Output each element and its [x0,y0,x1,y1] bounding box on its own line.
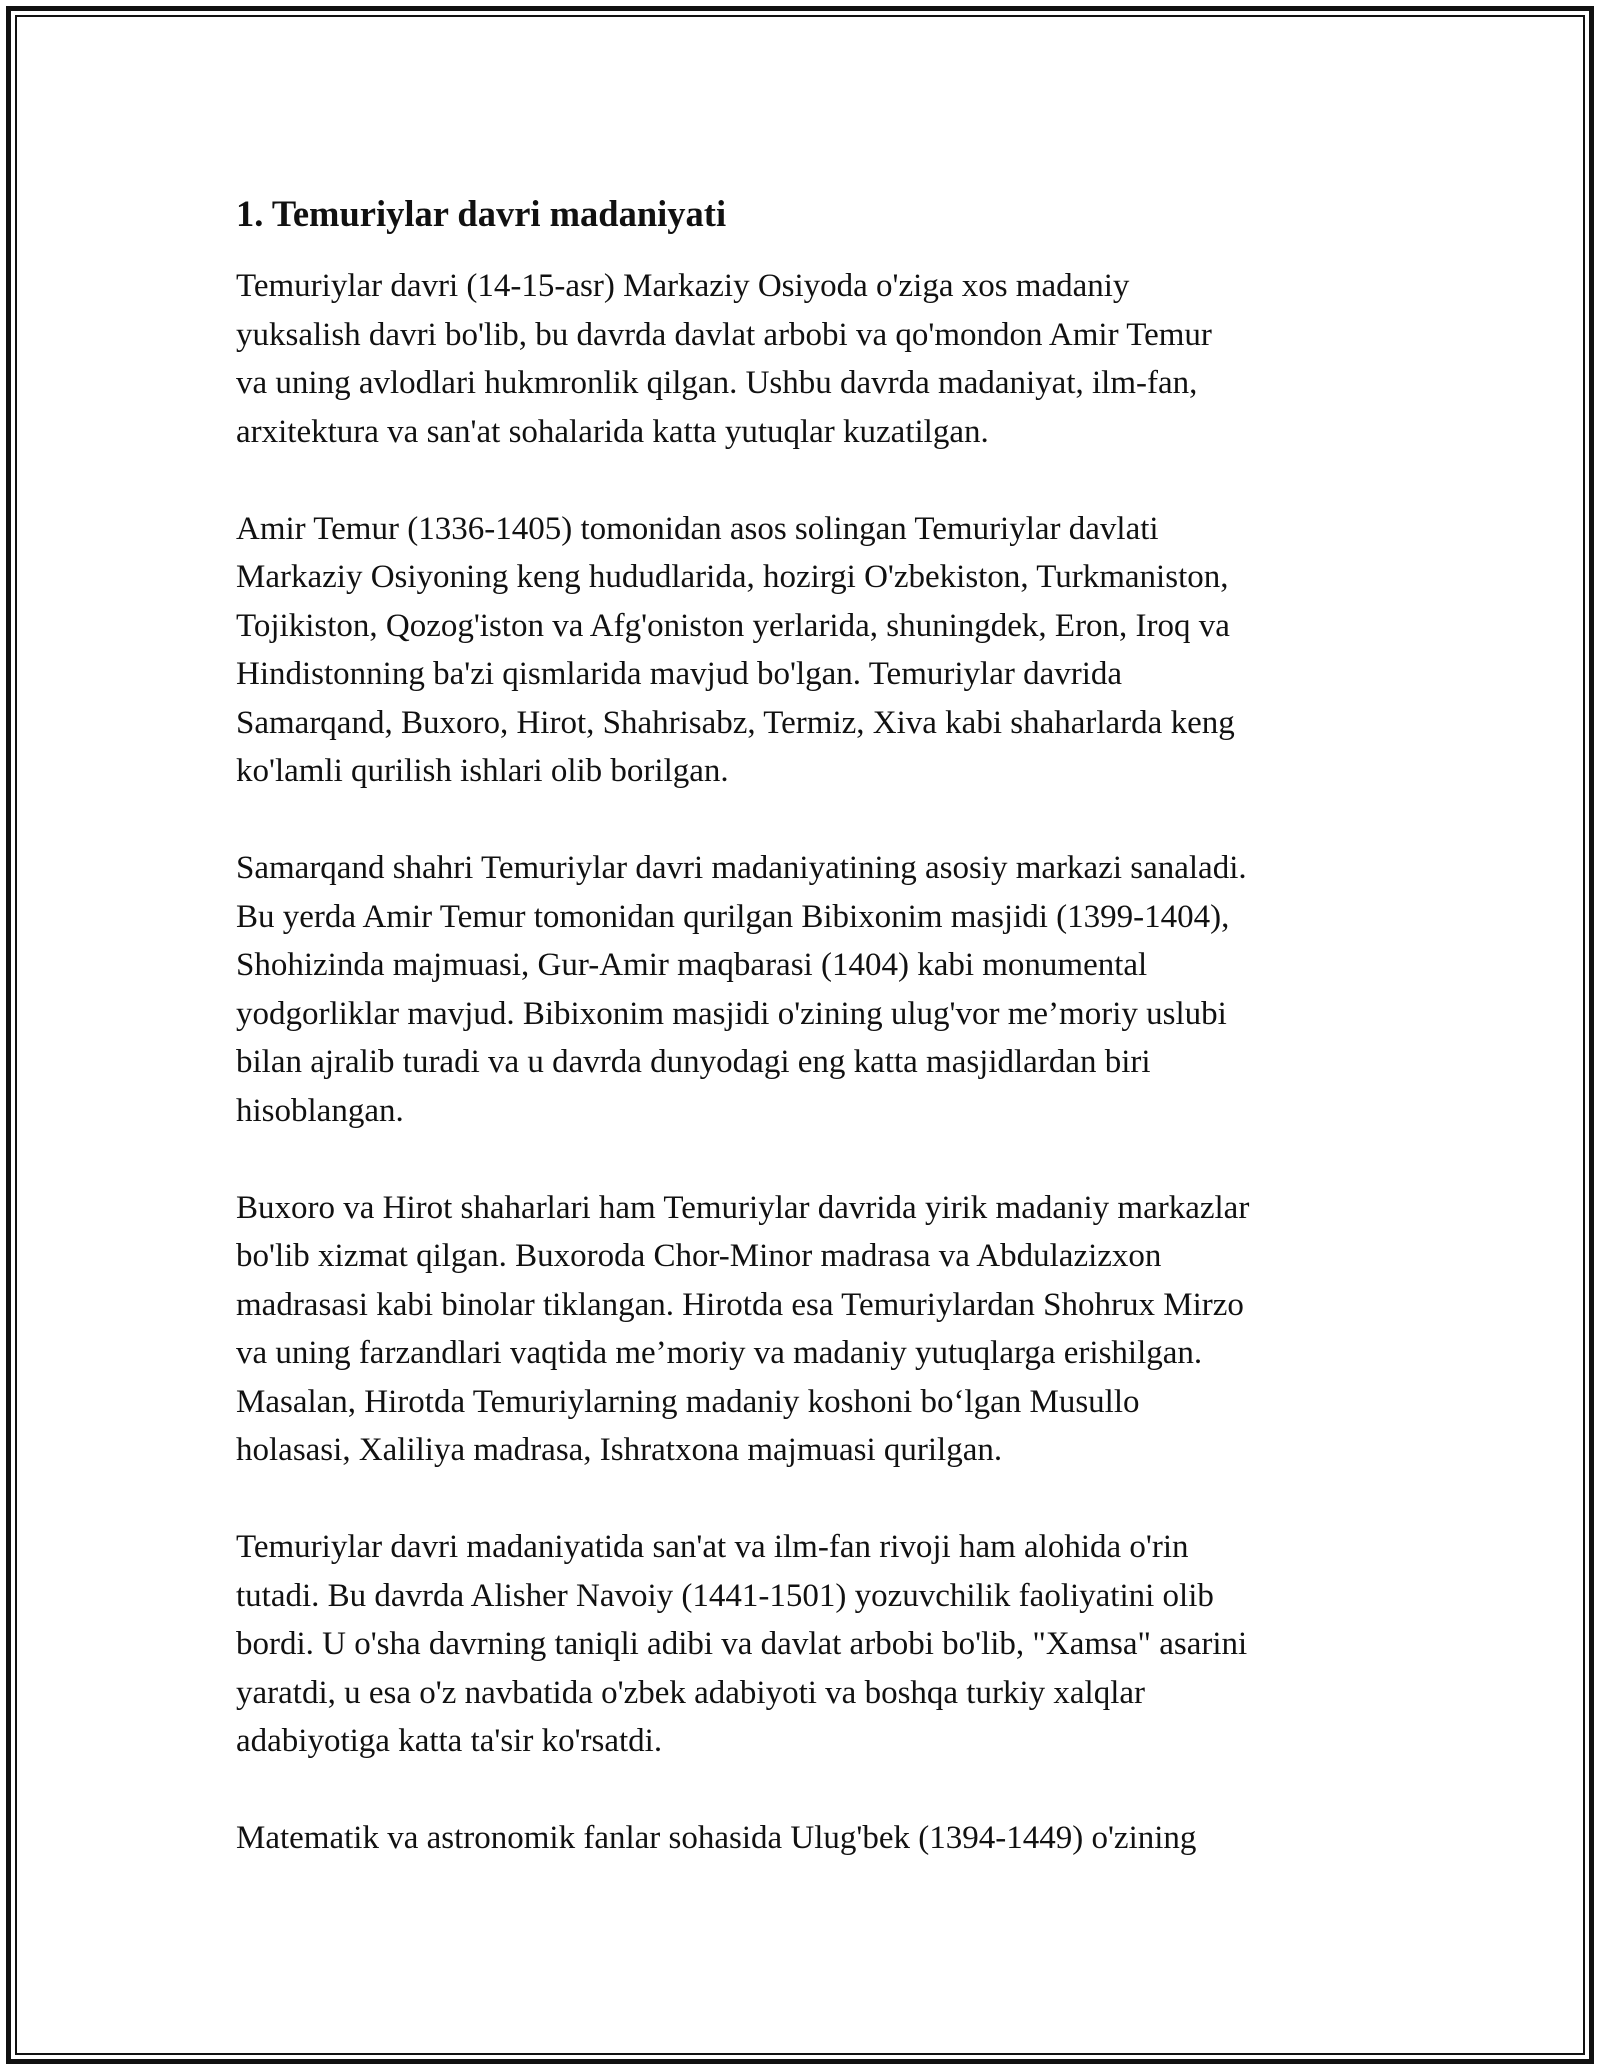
paragraph-buxoro-hirot [236,1184,1376,1475]
text-line: yodgorliklar mavjud. Bibixonim masjidi o'zining ulug'vor me’moriy uslubi [236,995,1227,1032]
text-line: holasasi, Xaliliya madrasa, Ishratxona majmuasi qurilgan. [236,1432,1003,1468]
text-line: bordi. U o'sha davrning taniqli adibi va davlat arbobi bo'lib, "Xamsa" asarini [236,1626,1248,1662]
text-line: Temuriylar davri (14-15-asr) Markaziy Osiyoda o'ziga xos madaniy [236,268,1130,304]
paragraph-amir-temur [236,505,1376,796]
document-body [236,188,1376,1911]
text-line: va uning avlodlari hukmronlik qilgan. Ushbu davrda madaniyat, ilm-fan, [236,365,1198,401]
text-line: adabiyotiga katta ta'sir ko'rsatdi. [236,1723,663,1759]
text-line: Bu yerda Amir Temur tomonidan qurilgan Bibixonim masjidi (1399-1404), [236,898,1230,935]
text-line: Markaziy Osiyoning keng hududlarida, hozirgi O'zbekiston, Turkmaniston, [236,559,1229,595]
document-title: 1. Temuriylar davri madaniyati [236,193,727,234]
text-line: Shohizinda majmuasi, Gur-Amir maqbarasi (1404) kabi monumental [236,947,1148,983]
text-line: Temuriylar davri madaniyatida san'at va ilm-fan rivoji ham alohida o'rin [236,1529,1189,1565]
text-line: hisoblangan. [236,1092,404,1129]
text-line: va uning farzandlari vaqtida me’moriy va madaniy yutuqlarga erishilgan. [236,1335,1203,1371]
text-line: Masalan, Hirotda Temuriylarning madaniy koshoni bo‘lgan Musullo [236,1383,1140,1420]
text-line: Matematik va astronomik fanlar sohasida Ulug'bek (1394-1449) o'zining [236,1820,1197,1856]
text-line: madrasasi kabi binolar tiklangan. Hirotda esa Temuriylardan Shohrux Mirzo [236,1286,1244,1323]
text-line: bo'lib xizmat qilgan. Buxoroda Chor-Minor madrasa va Abdulazizxon [236,1238,1162,1274]
paragraph-intro [236,262,1376,456]
text-line: ko'lamli qurilish ishlari olib borilgan. [236,753,729,789]
paragraph-matematik-astronomik [236,1814,1376,1863]
text-line: tutadi. Bu davrda Alisher Navoiy (1441-1501) yozuvchilik faoliyatini olib [236,1577,1214,1614]
text-line: Amir Temur (1336-1405) tomonidan asos solingan Temuriylar davlati [236,510,1159,547]
text-line: arxitektura va san'at sohalarida katta yutuqlar kuzatilgan. [236,413,989,450]
text-line: Hindistonning ba'zi qismlarida mavjud bo'lgan. Temuriylar davrida [236,656,1123,692]
text-line: Samarqand, Buxoro, Hirot, Shahrisabz, Termiz, Xiva kabi shaharlarda keng [236,704,1235,741]
text-line: Samarqand shahri Temuriylar davri madaniyatining asosiy markazi sanaladi. [236,850,1247,886]
paragraph-samarqand [236,844,1376,1135]
text-line: yaratdi, u esa o'z navbatida o'zbek adabiyoti va boshqa turkiy xalqlar [236,1674,1145,1711]
paragraph-sanat-ilm-fan [236,1523,1376,1766]
text-line: Buxoro va Hirot shaharlari ham Temuriylar davrida yirik madaniy markazlar [236,1189,1250,1226]
text-line: yuksalish davri bo'lib, bu davrda davlat arbobi va qo'mondon Amir Temur [236,316,1212,353]
text-line: bilan ajralib turadi va u davrda dunyodagi eng katta masjidlardan biri [236,1044,1151,1080]
text-line: Tojikiston, Qozog'iston va Afg'oniston yerlarida, shuningdek, Eron, Iroq va [236,607,1230,644]
